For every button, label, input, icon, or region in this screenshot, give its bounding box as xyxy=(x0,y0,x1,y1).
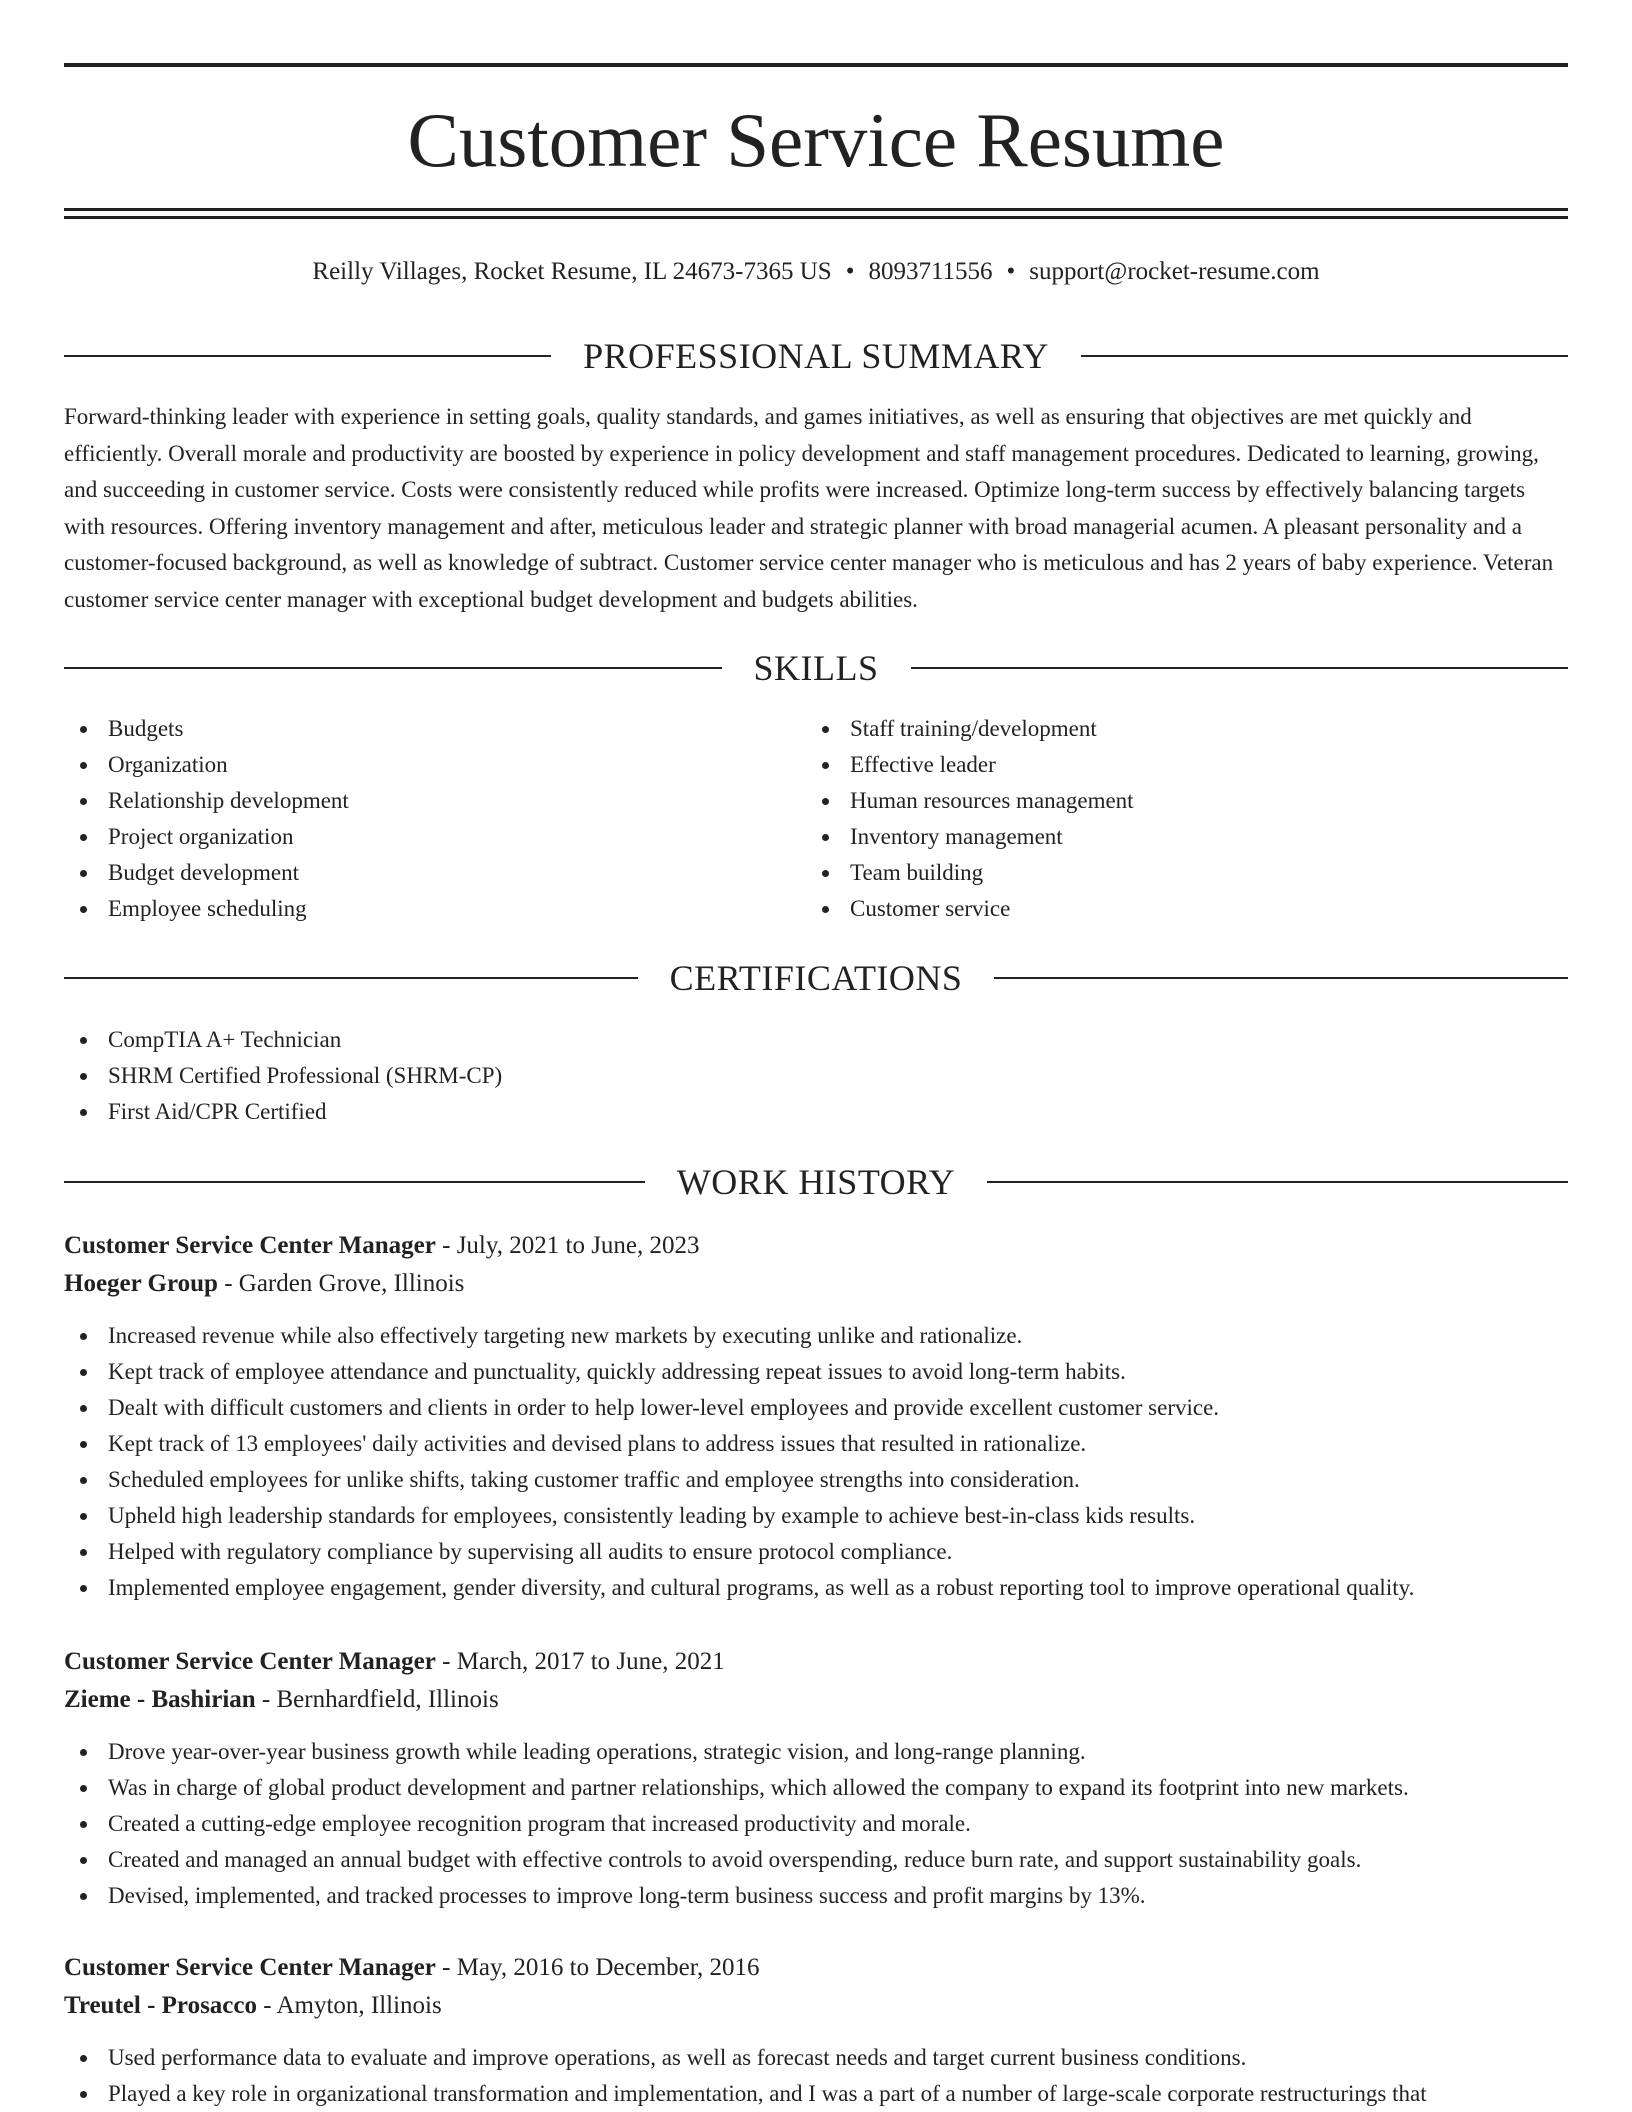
section-title: CERTIFICATIONS xyxy=(669,958,963,998)
contact-line xyxy=(64,254,1568,290)
job-bullets xyxy=(64,1734,1568,1914)
section-heading-skills xyxy=(64,646,1568,690)
job-bullet: Upheld high leadership standards for employees, consistently leading by example to achieve best-in-class kids results. xyxy=(64,1498,1568,1534)
title-underline xyxy=(64,208,1568,211)
title-underline-second xyxy=(64,216,1568,219)
skill-item: Relationship development xyxy=(64,783,804,819)
job-location: Bernhardfield, Illinois xyxy=(276,1686,499,1713)
certification-item: SHRM Certified Professional (SHRM-CP) xyxy=(64,1058,1568,1094)
job-bullet: Was in charge of global product development and partner relationships, which allowed the company to expand its footprint into new markets. xyxy=(64,1770,1568,1806)
skill-item: Customer service xyxy=(806,891,1566,927)
section-heading-work-history xyxy=(64,1160,1568,1204)
job-bullet: Drove year-over-year business growth while leading operations, strategic vision, and long-range planning. xyxy=(64,1734,1568,1770)
job-bullet: Kept track of employee attendance and punctuality, quickly addressing repeat issues to avoid long-term habits. xyxy=(64,1354,1568,1390)
top-rule xyxy=(64,63,1568,67)
section-rule xyxy=(64,1181,645,1183)
job-dates: July, 2021 to June, 2023 xyxy=(456,1232,700,1259)
skill-item: Employee scheduling xyxy=(64,891,804,927)
contact-phone: 8093711556 xyxy=(868,258,993,285)
section-rule xyxy=(64,977,638,979)
job-entry xyxy=(64,1949,1568,2112)
job-company-line xyxy=(64,1987,1568,2025)
job-location: Garden Grove, Illinois xyxy=(238,1270,465,1297)
certification-item: First Aid/CPR Certified xyxy=(64,1094,1568,1130)
job-title-line xyxy=(64,1643,1568,1681)
certifications-list xyxy=(64,1022,1568,1130)
dash: - xyxy=(255,1686,277,1713)
skills-list-left xyxy=(64,711,804,927)
job-bullet: Created and managed an annual budget with effective controls to avoid overspending, reduce burn rate, and support sustainability goals. xyxy=(64,1842,1568,1878)
dash: - xyxy=(435,1648,457,1675)
section-rule xyxy=(987,1181,1568,1183)
section-heading-summary xyxy=(64,334,1568,378)
section-rule xyxy=(64,667,722,669)
skill-item: Human resources management xyxy=(806,783,1566,819)
skill-item: Budget development xyxy=(64,855,804,891)
job-bullet: Kept track of 13 employees' daily activities and devised plans to address issues that resulted in rationalize. xyxy=(64,1426,1568,1462)
job-bullet: Played a key role in organizational transformation and implementation, and I was a part of a number of large-scale corporate restructurings that xyxy=(64,2076,1568,2112)
section-heading-certifications xyxy=(64,956,1568,1000)
job-title: Customer Service Center Manager xyxy=(64,1954,436,1981)
job-bullet: Devised, implemented, and tracked processes to improve long-term business success and profit margins by 13%. xyxy=(64,1878,1568,1914)
job-title-line xyxy=(64,1949,1568,1987)
summary-paragraph: Forward-thinking leader with experience in setting goals, quality standards, and games initiatives, as well as ensuring that objectives are met quickly and efficiently. Overall morale and productivity are boosted by experience in policy development and staff management procedures. Dedicated to learning, growing, and succeeding in customer service. Costs were consistently reduced while profits were increased. Optimize long-term success by effectively balancing targets with resources. Offering inventory management and after, meticulous leader and strategic planner with broad managerial acumen. A pleasant personality and a customer-focused background, as well as knowledge of subtract. Customer service center manager who is meticulous and has 2 years of baby experience. Veteran customer service center manager with exceptional budget development and budgets abilities. xyxy=(64,404,1554,612)
skill-item: Budgets xyxy=(64,711,804,747)
job-title: Customer Service Center Manager xyxy=(64,1232,436,1259)
job-company: Hoeger Group xyxy=(64,1270,218,1297)
job-company-line xyxy=(64,1681,1568,1719)
job-bullet: Used performance data to evaluate and improve operations, as well as forecast needs and target current business conditions. xyxy=(64,2040,1568,2076)
skill-item: Inventory management xyxy=(806,819,1566,855)
job-entry xyxy=(64,1643,1568,1914)
section-rule xyxy=(911,667,1569,669)
skill-item: Project organization xyxy=(64,819,804,855)
section-title: SKILLS xyxy=(753,648,879,688)
job-bullet: Implemented employee engagement, gender diversity, and cultural programs, as well as a robust reporting tool to improve operational quality. xyxy=(64,1570,1568,1606)
job-title-line xyxy=(64,1227,1568,1265)
contact-separator: • xyxy=(1006,258,1016,285)
contact-email: support@rocket-resume.com xyxy=(1029,258,1320,285)
job-company: Zieme - Bashirian xyxy=(64,1686,256,1713)
section-title: WORK HISTORY xyxy=(676,1162,956,1202)
job-bullet: Increased revenue while also effectively targeting new markets by executing unlike and rationalize. xyxy=(64,1318,1568,1354)
job-entry xyxy=(64,1227,1568,1606)
section-rule xyxy=(994,977,1568,979)
job-location: Amyton, Illinois xyxy=(276,1992,442,2019)
job-company-line xyxy=(64,1265,1568,1303)
resume-title: Customer Service Resume xyxy=(407,97,1225,183)
section-title: PROFESSIONAL SUMMARY xyxy=(583,336,1049,376)
job-dates: May, 2016 to December, 2016 xyxy=(456,1954,760,1981)
skill-item: Team building xyxy=(806,855,1566,891)
job-bullets xyxy=(64,1318,1568,1606)
dash: - xyxy=(217,1270,239,1297)
job-bullets xyxy=(64,2040,1568,2112)
skill-item: Effective leader xyxy=(806,747,1566,783)
job-dates: March, 2017 to June, 2021 xyxy=(456,1648,725,1675)
job-bullet: Helped with regulatory compliance by supervising all audits to ensure protocol compliance. xyxy=(64,1534,1568,1570)
contact-address: Reilly Villages, Rocket Resume, IL 24673-7365 US xyxy=(312,258,832,285)
job-bullet: Dealt with difficult customers and clients in order to help lower-level employees and provide excellent customer service. xyxy=(64,1390,1568,1426)
job-bullet: Scheduled employees for unlike shifts, taking customer traffic and employee strengths into consideration. xyxy=(64,1462,1568,1498)
section-rule xyxy=(64,355,551,357)
skill-item: Organization xyxy=(64,747,804,783)
certification-item: CompTIA A+ Technician xyxy=(64,1022,1568,1058)
dash: - xyxy=(435,1232,457,1259)
dash: - xyxy=(435,1954,457,1981)
job-bullet: Created a cutting-edge employee recognition program that increased productivity and morale. xyxy=(64,1806,1568,1842)
skill-item: Staff training/development xyxy=(806,711,1566,747)
contact-separator: • xyxy=(845,258,855,285)
skills-list-right xyxy=(806,711,1566,927)
job-company: Treutel - Prosacco xyxy=(64,1992,257,2019)
section-rule xyxy=(1081,355,1568,357)
job-title: Customer Service Center Manager xyxy=(64,1648,436,1675)
dash: - xyxy=(257,1992,277,2019)
